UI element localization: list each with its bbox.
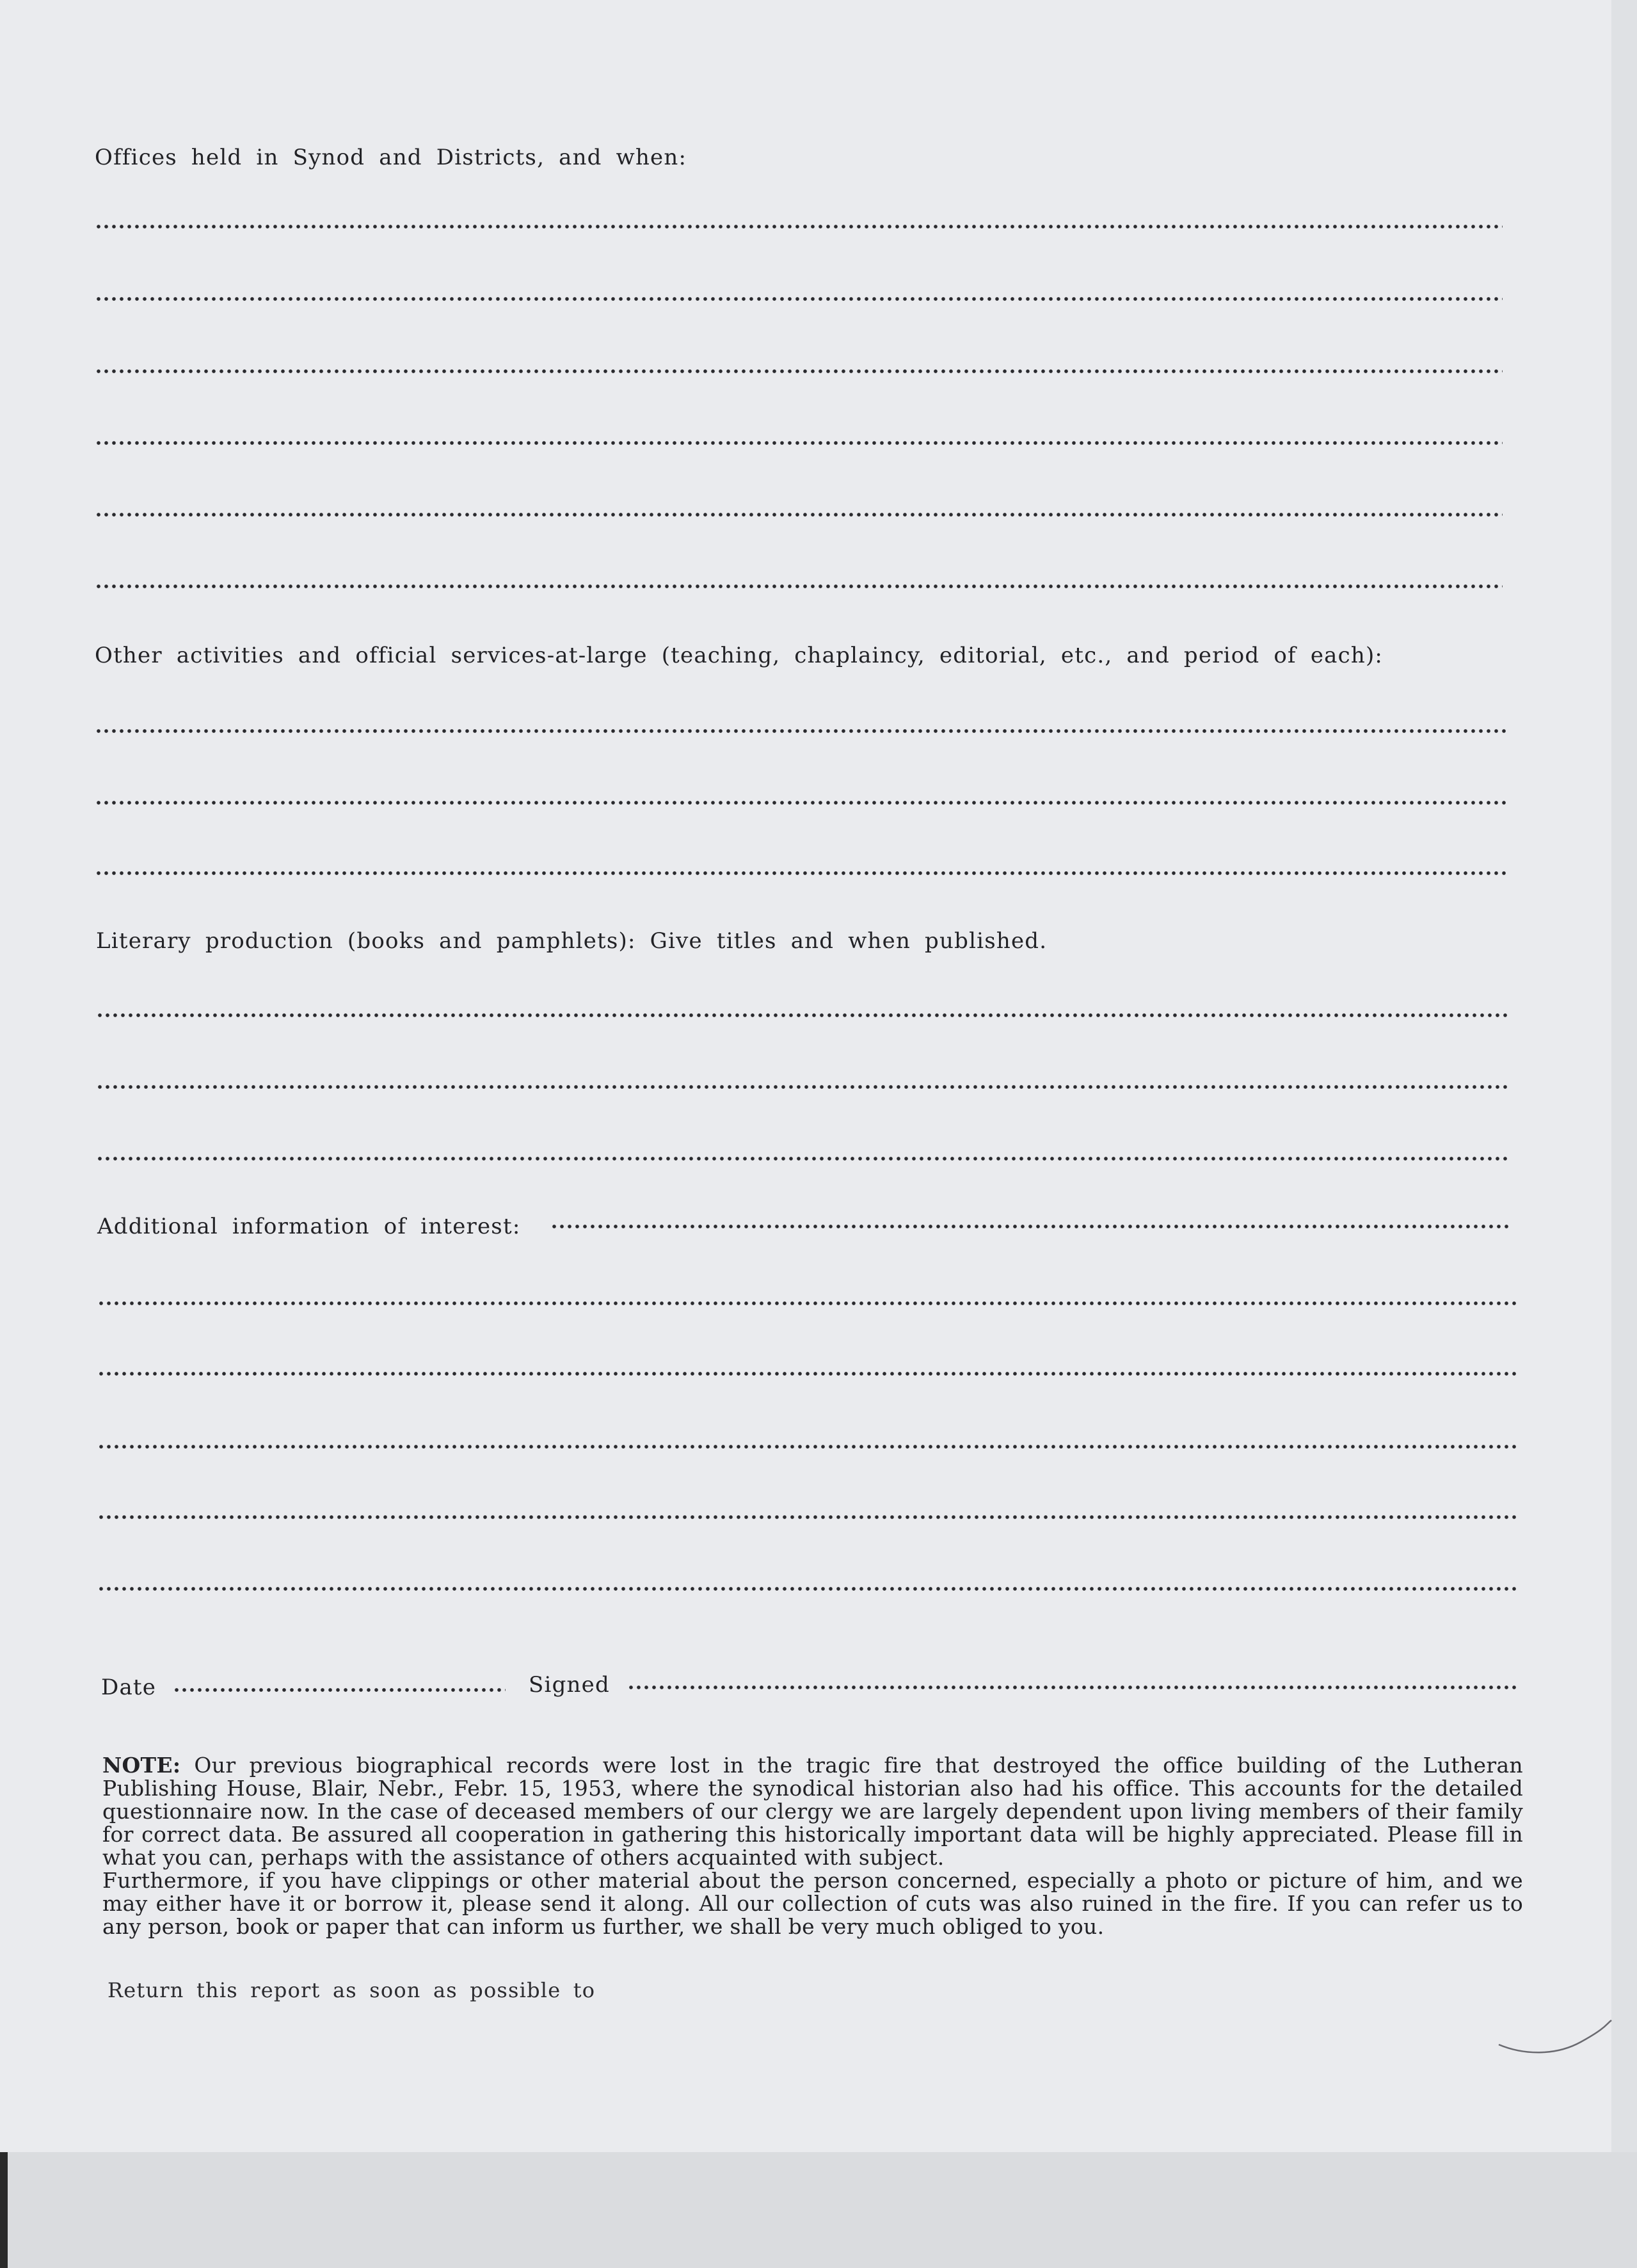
additional-line-2[interactable] xyxy=(97,1301,1518,1306)
literary-line-2[interactable] xyxy=(96,1084,1509,1090)
activities-line-3[interactable] xyxy=(95,871,1506,876)
scanner-edge xyxy=(0,2152,8,2268)
scanner-background xyxy=(0,2152,1637,2268)
literary-label: Literary production (books and pamphlets): Give titles and when published. xyxy=(96,928,1048,954)
activities-line-2[interactable] xyxy=(95,800,1506,805)
additional-line-4[interactable] xyxy=(97,1444,1518,1449)
additional-label: Additional information of interest: xyxy=(97,1214,521,1239)
signed-line[interactable] xyxy=(627,1685,1517,1690)
offices-line-6[interactable] xyxy=(95,584,1503,589)
note-paragraph xyxy=(102,1754,1523,1938)
offices-line-3[interactable] xyxy=(95,369,1503,374)
note-text: Our previous biographical records were lost in the tragic fire that destroyed the office building of the Lutheran Publishing House, Blair, Nebr., Febr. 15, 1953, where the synodical historian also had his office. This accounts for the detailed questionnaire now. In the case of deceased members of our clergy we are largely dependent upon living members of their family for correct data. Be assured all cooperation in gathering this historically important data will be highly appreciated. Please fill in what you can, perhaps with the assistance of others acquainted with subject. xyxy=(102,1753,1523,1870)
offices-line-5[interactable] xyxy=(95,512,1503,517)
return-instruction: Return this report as soon as possible to xyxy=(108,1978,596,2002)
literary-line-1[interactable] xyxy=(96,1013,1509,1018)
activities-label: Other activities and official services-at-large (teaching, chaplaincy, editorial, etc., and period of each): xyxy=(95,643,1384,668)
note-label: NOTE: xyxy=(102,1753,181,1778)
additional-line-3[interactable] xyxy=(97,1371,1518,1376)
offices-label: Offices held in Synod and Districts, and when: xyxy=(95,145,687,170)
additional-line-1[interactable] xyxy=(550,1224,1512,1229)
additional-line-6[interactable] xyxy=(97,1586,1518,1591)
offices-line-1[interactable] xyxy=(95,224,1503,229)
signed-label: Signed xyxy=(529,1672,610,1698)
pen-stroke-mark xyxy=(1497,2016,1613,2055)
date-label: Date xyxy=(101,1675,157,1700)
note-text-2: Furthermore, if you have clippings or other material about the person concerned, especially a photo or picture of him, and we may either have it or borrow it, please send it along. All our collection of cuts was also ruined in the fire. If you can refer us to any person, book or paper that can inform us further, we shall be very much obliged to you. xyxy=(102,1868,1523,1939)
date-line[interactable] xyxy=(173,1687,506,1693)
literary-line-3[interactable] xyxy=(96,1156,1509,1161)
offices-line-2[interactable] xyxy=(95,296,1503,302)
activities-line-1[interactable] xyxy=(95,728,1506,734)
additional-line-5[interactable] xyxy=(97,1515,1518,1520)
offices-line-4[interactable] xyxy=(95,440,1503,446)
